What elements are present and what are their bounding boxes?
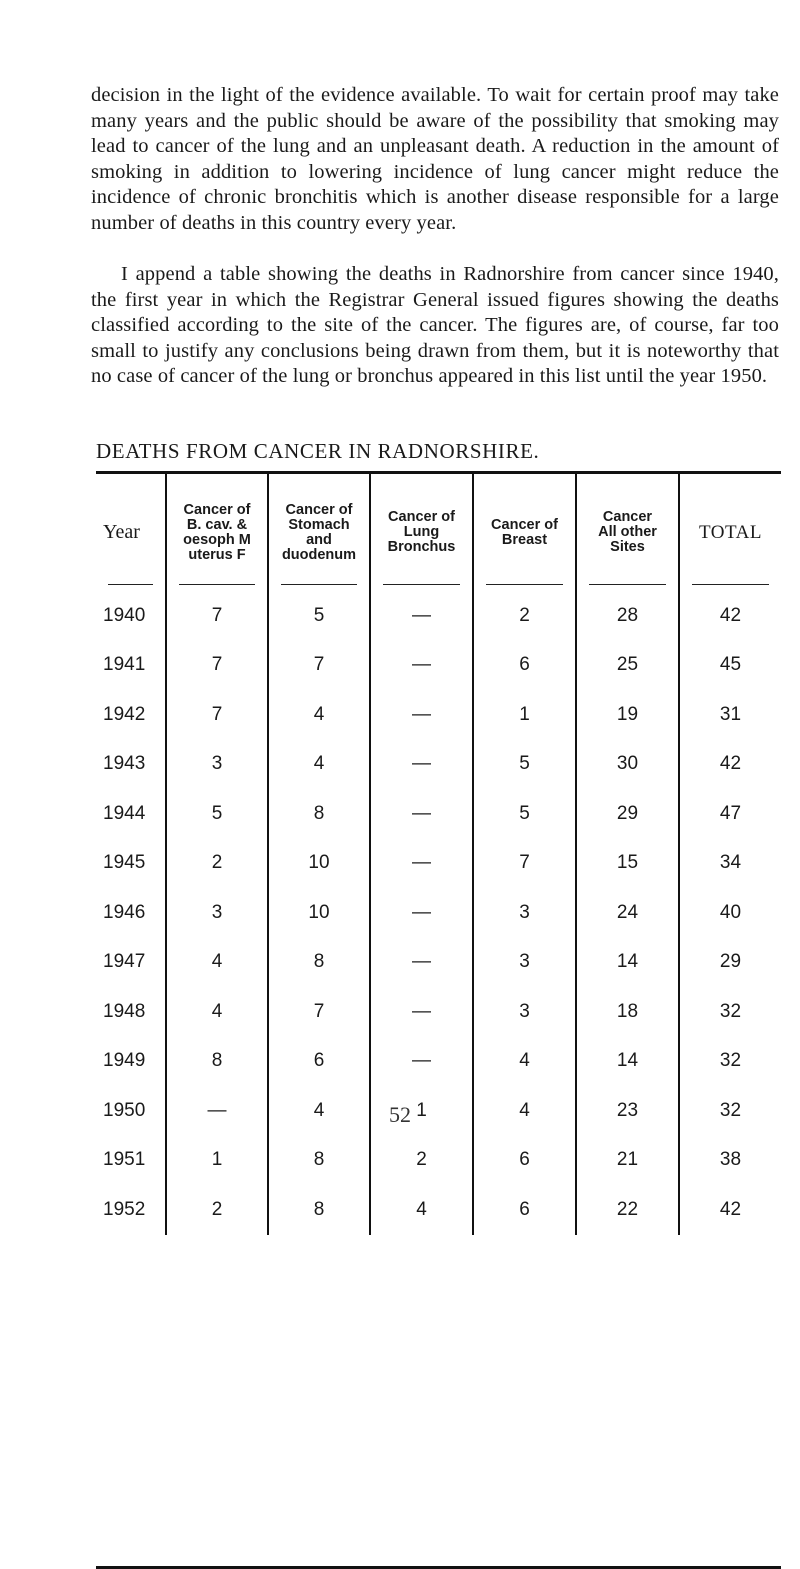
count-cell: 6: [268, 1037, 370, 1087]
count-cell: 5: [473, 740, 576, 790]
column-header-line: Year: [103, 521, 140, 543]
count-cell: 14: [576, 1037, 679, 1087]
count-cell: 4: [473, 1086, 576, 1136]
count-cell: —: [370, 888, 473, 938]
count-cell: 19: [576, 690, 679, 740]
count-cell: 4: [166, 987, 268, 1037]
count-cell: 8: [268, 789, 370, 839]
column-header-line: Cancer of: [388, 509, 455, 525]
count-cell: 1: [473, 690, 576, 740]
count-cell: —: [370, 839, 473, 889]
count-cell: 32: [679, 987, 781, 1037]
count-cell: —: [166, 1086, 268, 1136]
count-cell: 4: [268, 690, 370, 740]
table-row: [96, 1037, 781, 1087]
count-cell: 8: [268, 1136, 370, 1186]
count-cell: 5: [268, 591, 370, 641]
count-cell: 38: [679, 1136, 781, 1186]
column-header-year: [96, 474, 166, 591]
count-cell: 40: [679, 888, 781, 938]
table-row: [96, 591, 781, 641]
table-row: [96, 987, 781, 1037]
table-header: [96, 474, 781, 591]
count-cell: 4: [268, 1086, 370, 1136]
column-header-line: All other: [598, 524, 657, 540]
year-cell: 1948: [103, 1000, 146, 1022]
count-cell: 42: [679, 1185, 781, 1235]
count-cell: 22: [576, 1185, 679, 1235]
year-cell: 1941: [103, 654, 146, 676]
year-cell: 1944: [103, 802, 146, 824]
column-header-line: TOTAL: [699, 522, 762, 543]
column-header-line: Breast: [501, 531, 548, 548]
year-cell: 1942: [103, 703, 146, 725]
count-cell: 2: [166, 1185, 268, 1235]
column-header-breast: [473, 474, 576, 591]
column-header-lung-bronchus: [370, 474, 473, 591]
count-cell: 29: [576, 789, 679, 839]
count-cell: 7: [166, 591, 268, 641]
table-row: [96, 938, 781, 988]
column-header-line: Stomach: [288, 516, 350, 533]
count-cell: 5: [166, 789, 268, 839]
column-header-line: Bronchus: [387, 539, 456, 555]
count-cell: 15: [576, 839, 679, 889]
count-cell: 29: [679, 938, 781, 988]
column-header-line: Cancer of: [285, 501, 353, 518]
count-cell: 3: [166, 888, 268, 938]
column-header-all-other-sites: [576, 474, 679, 591]
count-cell: 8: [166, 1037, 268, 1087]
table-row: [96, 1136, 781, 1186]
count-cell: 7: [268, 641, 370, 691]
column-header-stomach-duodenum: [268, 474, 370, 591]
table-row: [96, 888, 781, 938]
year-cell: 1946: [103, 901, 146, 923]
count-cell: 5: [473, 789, 576, 839]
column-header-line: Sites: [610, 539, 645, 555]
count-cell: 34: [679, 839, 781, 889]
table-row: [96, 740, 781, 790]
count-cell: 8: [268, 1185, 370, 1235]
column-header-buccal-cavity-oesophagus-uterus: [166, 474, 268, 591]
year-cell: 1943: [103, 753, 146, 775]
count-cell: 2: [166, 839, 268, 889]
count-cell: 30: [576, 740, 679, 790]
count-cell: —: [370, 690, 473, 740]
column-header-line: and: [306, 531, 332, 548]
count-cell: 4: [473, 1037, 576, 1087]
count-cell: 3: [473, 888, 576, 938]
year-cell: 1951: [103, 1149, 146, 1171]
count-cell: —: [370, 789, 473, 839]
header-row: [96, 474, 781, 591]
count-cell: 3: [166, 740, 268, 790]
count-cell: 8: [268, 938, 370, 988]
year-cell: 1947: [103, 951, 146, 973]
count-cell: 23: [576, 1086, 679, 1136]
table-body: [96, 591, 781, 1235]
count-cell: 21: [576, 1136, 679, 1186]
count-cell: 14: [576, 938, 679, 988]
year-cell: 1949: [103, 1050, 146, 1072]
count-cell: —: [370, 987, 473, 1037]
count-cell: 18: [576, 987, 679, 1037]
count-cell: 6: [473, 641, 576, 691]
table-row: [96, 690, 781, 740]
count-cell: 1: [166, 1136, 268, 1186]
column-header-line: uterus F: [188, 546, 246, 563]
column-header-line: Cancer of: [491, 516, 558, 533]
count-cell: 42: [679, 740, 781, 790]
count-cell: —: [370, 938, 473, 988]
count-cell: 4: [166, 938, 268, 988]
count-cell: 32: [679, 1037, 781, 1087]
column-header-line: Lung: [403, 524, 440, 540]
table-row: [96, 1185, 781, 1235]
count-cell: 42: [679, 591, 781, 641]
column-header-line: oesoph M: [183, 531, 251, 548]
count-cell: 45: [679, 641, 781, 691]
count-cell: 6: [473, 1136, 576, 1186]
count-cell: 10: [268, 888, 370, 938]
count-cell: —: [370, 641, 473, 691]
count-cell: —: [370, 591, 473, 641]
count-cell: —: [370, 740, 473, 790]
column-header-total: [679, 474, 781, 591]
count-cell: 32: [679, 1086, 781, 1136]
column-header-line: B. cav. &: [186, 516, 248, 533]
count-cell: 7: [166, 690, 268, 740]
page-number: 52: [389, 1102, 411, 1127]
table-title: DEATHS FROM CANCER IN RADNORSHIRE.: [96, 439, 540, 463]
count-cell: 24: [576, 888, 679, 938]
count-cell: 1: [370, 1086, 473, 1136]
count-cell: 28: [576, 591, 679, 641]
count-cell: 6: [473, 1185, 576, 1235]
count-cell: 2: [370, 1136, 473, 1186]
count-cell: 3: [473, 987, 576, 1037]
count-cell: 3: [473, 938, 576, 988]
count-cell: —: [370, 1037, 473, 1087]
count-cell: 10: [268, 839, 370, 889]
table-row: [96, 839, 781, 889]
count-cell: 7: [166, 641, 268, 691]
year-cell: 1950: [103, 1099, 146, 1121]
count-cell: 25: [576, 641, 679, 691]
year-cell: 1940: [103, 604, 146, 626]
column-header-line: duodenum: [281, 546, 357, 563]
column-header-line: Cancer of: [183, 501, 251, 518]
count-cell: 31: [679, 690, 781, 740]
count-cell: 7: [473, 839, 576, 889]
table-row: [96, 641, 781, 691]
count-cell: 4: [268, 740, 370, 790]
table-row: [96, 789, 781, 839]
count-cell: 7: [268, 987, 370, 1037]
body-paragraph-1: decision in the light of the evidence available. To wait for certain proof may take many years and the public should be aware of the possibility that smoking may lead to cancer of the lung and an unpleasant death. A reduction in the amount of smoking in addition to lowering incidence of lung cancer might reduce the incidence of chronic bronchitis which is another disease responsible for a large number of deaths in this country every year.: [91, 84, 779, 234]
year-cell: 1945: [103, 852, 146, 874]
count-cell: 2: [473, 591, 576, 641]
count-cell: 4: [370, 1185, 473, 1235]
count-cell: 47: [679, 789, 781, 839]
column-header-line: Cancer: [602, 509, 653, 525]
year-cell: 1952: [103, 1198, 146, 1220]
body-paragraph-2: I append a table showing the deaths in Radnorshire from cancer since 1940, the first year in which the Registrar General issued figures showing the deaths classified according to the site of the cancer. The figures are, of course, far too small to justify any conclusions being drawn from them, but it is noteworthy that no case of cancer of the lung or bronchus appeared in this list until the year 1950.: [91, 263, 779, 388]
